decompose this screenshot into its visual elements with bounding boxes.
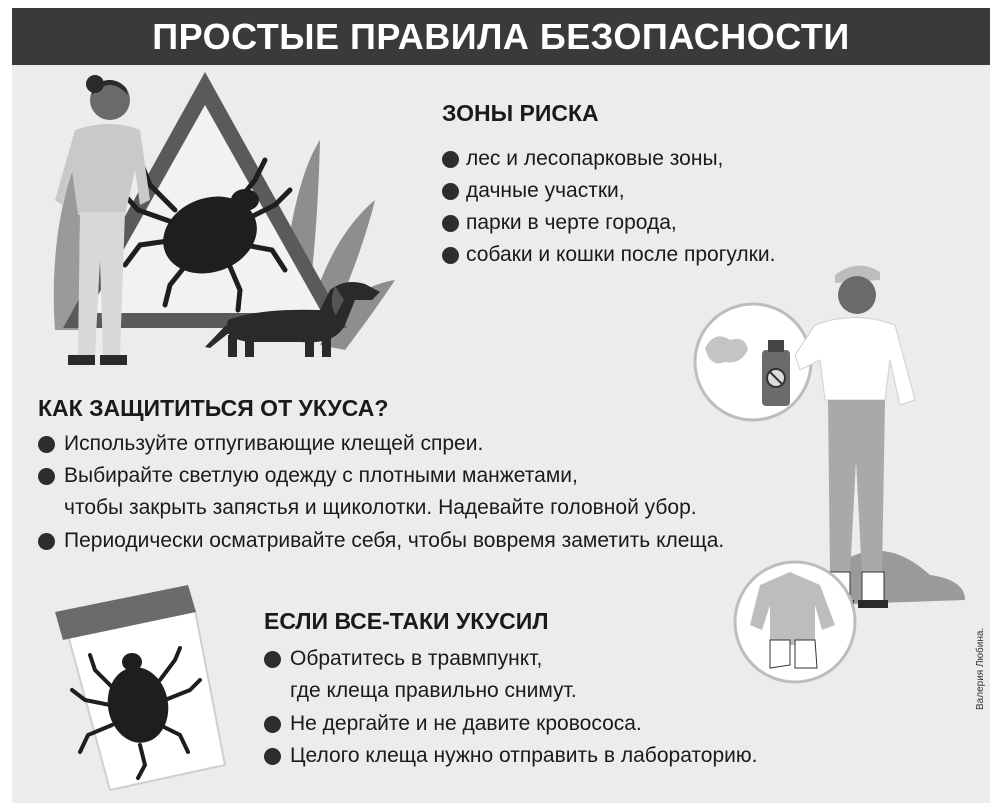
clothing-icon [735,562,855,682]
protect-heading: КАК ЗАЩИТИТЬСЯ ОТ УКУСА? [38,395,389,421]
woman-right-illustration [795,266,965,608]
bullet-icon [38,436,55,453]
bullet-icon [442,151,459,168]
bullet-icon [38,533,55,550]
bitten-heading: ЕСЛИ ВСЕ-ТАКИ УКУСИЛ [264,608,549,634]
risk-zone-item: лес и лесопарковые зоны, [466,147,724,170]
protect-item: чтобы закрыть запястья и щиколотки. Надевайте головной убор. [64,496,697,519]
protect-item: Используйте отпугивающие клещей спреи. [64,432,484,455]
protect-item: Периодически осматривайте себя, чтобы вовремя заметить клеща. [64,529,725,552]
bullet-icon [38,468,55,485]
bitten-item: где клеща правильно снимут. [290,679,577,702]
bullet-icon [264,716,281,733]
author-credit: Валерия Любина. [975,627,986,710]
risk-zones-heading: ЗОНЫ РИСКА [442,100,599,126]
spray-icon [695,304,811,420]
risk-zone-item: парки в черте города, [466,211,677,234]
bitten-item: Целого клеща нужно отправить в лабораторию. [290,744,758,767]
protect-item: Выбирайте светлую одежду с плотными манжетами, [64,464,578,487]
bitten-item: Обратитесь в травмпункт, [290,647,543,670]
tick-head [231,189,259,211]
jar-icon [55,585,225,790]
bullet-icon [264,651,281,668]
risk-zone-item: дачные участки, [466,179,625,202]
bullet-icon [442,183,459,200]
bullet-icon [264,748,281,765]
risk-zone-item: собаки и кошки после прогулки. [466,243,776,266]
bullet-icon [442,247,459,264]
bullet-icon [442,215,459,232]
page-title: ПРОСТЫЕ ПРАВИЛА БЕЗОПАСНОСТИ [152,16,850,57]
bitten-item: Не дергайте и не давите кровососа. [290,712,642,735]
